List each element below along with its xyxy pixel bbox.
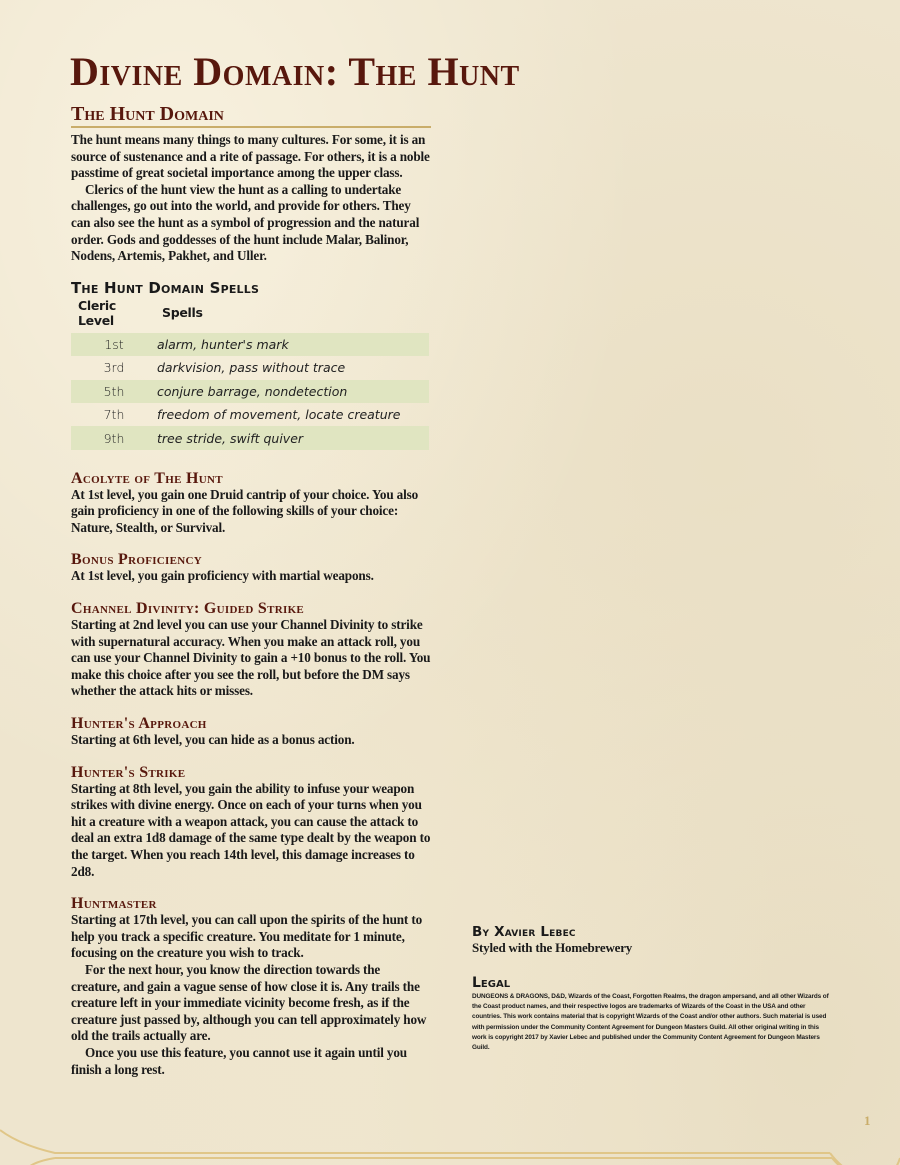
feature-text: For the next hour, you know the direction towards the creature, and gain a vague sense of how close it is. Any trails the creature left in your immediate vicinity become fresh, as if the creature just passed by, although you can tell approximately how old the trails actually are. [71, 961, 427, 1044]
credits-block [472, 924, 832, 1053]
footer-ornament-icon [0, 1120, 900, 1165]
cell-level: 5th [71, 380, 155, 403]
table-row [71, 403, 429, 426]
feature-text: At 1st level, you gain one Druid cantrip of your choice. You also gain proficiency in one of the following skills of your choice: Nature, Stealth, or Survival. [71, 486, 419, 535]
cell-spells: alarm, hunter's mark [155, 333, 429, 356]
column-header-spells: Spells [162, 305, 203, 321]
table-header-row [71, 298, 429, 333]
cell-spells: freedom of movement, locate creature [157, 407, 401, 423]
spells-table [71, 298, 429, 450]
feature-heading-huntmaster: Huntmaster [71, 895, 157, 913]
feature-text: Starting at 6th level, you can hide as a bonus action. [71, 732, 355, 748]
section-heading: The Hunt Domain [71, 103, 431, 128]
table-row [71, 426, 429, 449]
table-row [71, 380, 429, 403]
feature-heading-hunters-approach: Hunter's Approach [71, 715, 207, 733]
table-row [71, 356, 429, 379]
page-number: 1 [864, 1113, 871, 1128]
intro-paragraph: The hunt means many things to many cultures. For some, it is an source of sustenance and a rite of passage. For others, it is a noble passtime of great societal importance among the upper class. [71, 132, 430, 181]
styled-with: Styled with the Homebrewery [472, 940, 633, 955]
page-title: Divine Domain: The Hunt [70, 49, 520, 94]
cell-level: 3rd [103, 360, 125, 376]
feature-heading-bonus-proficiency: Bonus Proficiency [71, 551, 202, 569]
author-byline: By Xavier Lebec [472, 924, 576, 940]
feature-text: Starting at 2nd level you can use your Channel Divinity to strike with supernatural accuracy. When you make an attack roll, you can use your Channel Divinity to gain a +10 bonus to the roll. You make this choice after you see the roll, but before the DM says whether the attack hits or misses. [71, 617, 431, 699]
legal-text: DUNGEONS & DRAGONS, D&D, Wizards of the Coast, Forgotten Realms, the dragon ampersand, and all other Wizards of the Coast product names, and their respective logos are trademarks of Wizards of the Coast in the USA and other countries. This work contains material that is copyright Wizards of the Coast and/or other authors. Such material is used with permission under the Community Content Agreement for Dungeon Masters Guild. All other original writing in this work is copyright 2017 by Xavier Lebec and published under the Community Content Agreement for Dungeon Masters Guild. [472, 993, 829, 1052]
left-column [71, 103, 431, 1078]
intro-paragraph: Clerics of the hunt view the hunt as a calling to undertake challenges, go out into the world, and provide for others. They can also see the hunt as a symbol of progression and the natural order. Gods and goddesses of the hunt include Malar, Balinor, Nodens, Artemis, Pakhet, and Uller. [71, 181, 420, 264]
legal-heading: Legal [472, 975, 511, 991]
cell-spells: darkvision, pass without trace [157, 360, 346, 376]
feature-text: Starting at 8th level, you gain the ability to infuse your weapon strikes with divine energy. Once on each of your turns when you hit a creature with a weapon attack, you can cause the attack to deal an extra 1d8 damage of the same type dealt by the weapon to the target. When you reach 14th level, this damage increases to 2d8. [71, 780, 431, 879]
table-row [71, 333, 429, 356]
feature-text: At 1st level, you gain proficiency with martial weapons. [71, 568, 374, 584]
cell-level: 7th [103, 407, 125, 423]
feature-heading-hunters-strike: Hunter's Strike [71, 763, 186, 781]
feature-text: Starting at 17th level, you can call upon the spirits of the hunt to help you track a specific creature. You meditate for 1 minute, focusing on the creature you wish to track. [71, 912, 423, 961]
feature-text: Once you use this feature, you cannot use it again until you finish a long rest. [71, 1044, 407, 1077]
cell-spells: conjure barrage, nondetection [155, 380, 429, 403]
column-header-level: Cleric Level [78, 297, 116, 328]
cell-spells: tree stride, swift quiver [155, 426, 429, 449]
feature-heading-acolyte: Acolyte of The Hunt [71, 469, 223, 487]
cell-level: 1st [71, 333, 155, 356]
spells-table-title: The Hunt Domain Spells [71, 278, 260, 297]
feature-heading-channel-divinity: Channel Divinity: Guided Strike [71, 600, 305, 618]
cell-level: 9th [71, 426, 155, 449]
